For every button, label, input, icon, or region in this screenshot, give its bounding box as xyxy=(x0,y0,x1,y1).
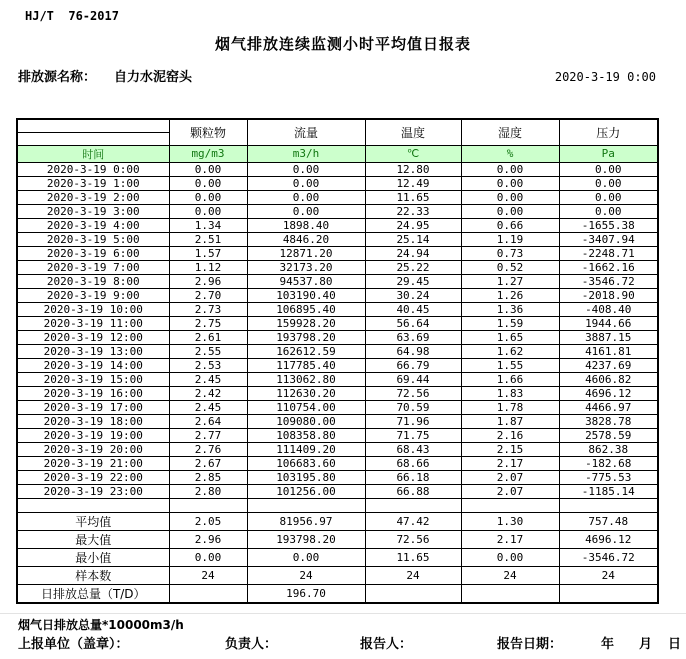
spacer-cell xyxy=(169,498,247,512)
row-value: 4846.20 xyxy=(247,232,365,246)
row-value: 1.36 xyxy=(461,302,559,316)
row-value: 25.14 xyxy=(365,232,461,246)
table-row xyxy=(17,176,658,190)
table-row xyxy=(17,232,658,246)
summary-value: 2.96 xyxy=(169,530,247,548)
table-row xyxy=(17,358,658,372)
row-value: 12.49 xyxy=(365,176,461,190)
row-time: 2020-3-19 8:00 xyxy=(17,274,169,288)
col-header-temperature: 温度 xyxy=(365,119,461,145)
row-time: 2020-3-19 9:00 xyxy=(17,288,169,302)
row-value: -1185.14 xyxy=(559,484,658,498)
row-value: 64.98 xyxy=(365,344,461,358)
summary-label: 日排放总量（T/D） xyxy=(17,584,169,603)
row-time: 2020-3-19 4:00 xyxy=(17,218,169,232)
row-value: 94537.80 xyxy=(247,274,365,288)
standard-code: HJ/T 76-2017 xyxy=(25,9,119,23)
row-value: 30.24 xyxy=(365,288,461,302)
row-time: 2020-3-19 15:00 xyxy=(17,372,169,386)
row-value: 1.62 xyxy=(461,344,559,358)
row-value: 0.00 xyxy=(559,204,658,218)
row-value: 4606.82 xyxy=(559,372,658,386)
row-value: -1662.16 xyxy=(559,260,658,274)
row-value: 0.00 xyxy=(247,176,365,190)
row-value: 12.80 xyxy=(365,162,461,176)
row-value: 2.07 xyxy=(461,470,559,484)
row-value: 32173.20 xyxy=(247,260,365,274)
summary-row xyxy=(17,584,658,603)
row-time: 2020-3-19 10:00 xyxy=(17,302,169,316)
row-value: 66.18 xyxy=(365,470,461,484)
row-value: 22.33 xyxy=(365,204,461,218)
hourly-report-table xyxy=(16,118,659,604)
summary-label: 平均值 xyxy=(17,512,169,530)
col-header-flow: 流量 xyxy=(247,119,365,145)
row-value: 108358.80 xyxy=(247,428,365,442)
row-time: 2020-3-19 2:00 xyxy=(17,190,169,204)
summary-value: 24 xyxy=(247,566,365,584)
summary-value: -3546.72 xyxy=(559,548,658,566)
row-time: 2020-3-19 0:00 xyxy=(17,162,169,176)
row-value: -1655.38 xyxy=(559,218,658,232)
row-value: 4237.69 xyxy=(559,358,658,372)
summary-value xyxy=(365,584,461,603)
summary-value: 0.00 xyxy=(169,548,247,566)
table-row xyxy=(17,204,658,218)
summary-value xyxy=(559,584,658,603)
row-value: 111409.20 xyxy=(247,442,365,456)
table-row xyxy=(17,344,658,358)
table-row xyxy=(17,190,658,204)
row-value: 0.00 xyxy=(461,162,559,176)
table-row xyxy=(17,330,658,344)
summary-label: 最小值 xyxy=(17,548,169,566)
year-label: 年 xyxy=(601,637,615,652)
row-value: 2.15 xyxy=(461,442,559,456)
unit-humidity: % xyxy=(461,145,559,162)
row-value: 0.52 xyxy=(461,260,559,274)
summary-value: 1.30 xyxy=(461,512,559,530)
row-value: 4161.81 xyxy=(559,344,658,358)
row-value: 71.75 xyxy=(365,428,461,442)
table-row xyxy=(17,218,658,232)
summary-row xyxy=(17,530,658,548)
row-value: -408.40 xyxy=(559,302,658,316)
signature-row xyxy=(0,633,686,652)
row-value: 2.42 xyxy=(169,386,247,400)
row-value: 72.56 xyxy=(365,386,461,400)
row-value: 2.55 xyxy=(169,344,247,358)
row-value: 2.80 xyxy=(169,484,247,498)
summary-value xyxy=(461,584,559,603)
row-value: 0.00 xyxy=(461,176,559,190)
row-value: 0.00 xyxy=(461,190,559,204)
table-row xyxy=(17,246,658,260)
row-time: 2020-3-19 5:00 xyxy=(17,232,169,246)
row-time: 2020-3-19 11:00 xyxy=(17,316,169,330)
row-value: 68.43 xyxy=(365,442,461,456)
row-value: 103195.80 xyxy=(247,470,365,484)
row-value: 2.70 xyxy=(169,288,247,302)
flow-total-note: 烟气日排放总量*10000m3/h xyxy=(18,618,184,632)
row-value: 106895.40 xyxy=(247,302,365,316)
row-time: 2020-3-19 21:00 xyxy=(17,456,169,470)
col-header-humidity: 湿度 xyxy=(461,119,559,145)
row-value: 56.64 xyxy=(365,316,461,330)
page-break-line xyxy=(0,613,686,614)
summary-value: 72.56 xyxy=(365,530,461,548)
row-time: 2020-3-19 17:00 xyxy=(17,400,169,414)
data-rows xyxy=(17,162,658,498)
row-value: 0.00 xyxy=(559,190,658,204)
row-time: 2020-3-19 7:00 xyxy=(17,260,169,274)
row-value: 1.19 xyxy=(461,232,559,246)
row-value: 2.16 xyxy=(461,428,559,442)
source-name-group xyxy=(18,66,192,85)
unit-header-row xyxy=(17,145,658,162)
row-value: 0.00 xyxy=(169,176,247,190)
row-time: 2020-3-19 14:00 xyxy=(17,358,169,372)
table-row xyxy=(17,260,658,274)
row-value: 69.44 xyxy=(365,372,461,386)
row-value: 1.83 xyxy=(461,386,559,400)
row-value: -3407.94 xyxy=(559,232,658,246)
row-value: 1.57 xyxy=(169,246,247,260)
summary-value: 2.17 xyxy=(461,530,559,548)
row-value: 0.00 xyxy=(461,204,559,218)
unit-flow: m3/h xyxy=(247,145,365,162)
summary-row xyxy=(17,548,658,566)
row-value: 2.75 xyxy=(169,316,247,330)
table-row xyxy=(17,302,658,316)
row-value: 117785.40 xyxy=(247,358,365,372)
row-value: 2.51 xyxy=(169,232,247,246)
table-row xyxy=(17,288,658,302)
page-title: 烟气排放连续监测小时平均值日报表 xyxy=(214,35,471,53)
day-label: 日 xyxy=(668,637,682,652)
row-value: 4696.12 xyxy=(559,386,658,400)
spacer-row xyxy=(17,498,658,512)
row-value: 103190.40 xyxy=(247,288,365,302)
summary-value: 196.70 xyxy=(247,584,365,603)
row-value: 2.73 xyxy=(169,302,247,316)
row-value: 4466.97 xyxy=(559,400,658,414)
row-value: -3546.72 xyxy=(559,274,658,288)
table-row xyxy=(17,316,658,330)
row-time: 2020-3-19 22:00 xyxy=(17,470,169,484)
row-value: 0.00 xyxy=(559,162,658,176)
row-value: 2.17 xyxy=(461,456,559,470)
row-time: 2020-3-19 23:00 xyxy=(17,484,169,498)
row-value: 1.12 xyxy=(169,260,247,274)
row-value: 71.96 xyxy=(365,414,461,428)
row-value: 0.00 xyxy=(247,204,365,218)
row-value: 25.22 xyxy=(365,260,461,274)
unit-particulate: mg/m3 xyxy=(169,145,247,162)
row-value: 0.00 xyxy=(247,162,365,176)
row-value: 0.00 xyxy=(169,204,247,218)
header-blank-top xyxy=(17,119,169,132)
row-time: 2020-3-19 12:00 xyxy=(17,330,169,344)
summary-value: 24 xyxy=(559,566,658,584)
row-value: 162612.59 xyxy=(247,344,365,358)
row-value: 2.45 xyxy=(169,372,247,386)
month-label: 月 xyxy=(639,637,653,652)
row-value: 1.59 xyxy=(461,316,559,330)
row-value: 1.34 xyxy=(169,218,247,232)
row-value: 1944.66 xyxy=(559,316,658,330)
spacer-cell xyxy=(559,498,658,512)
summary-value: 24 xyxy=(461,566,559,584)
row-value: 29.45 xyxy=(365,274,461,288)
row-time: 2020-3-19 20:00 xyxy=(17,442,169,456)
row-value: 0.00 xyxy=(169,162,247,176)
row-value: 113062.80 xyxy=(247,372,365,386)
col-header-particulate: 颗粒物 xyxy=(169,119,247,145)
summary-value: 4696.12 xyxy=(559,530,658,548)
header-blank-bottom xyxy=(17,132,169,145)
summary-value: 0.00 xyxy=(461,548,559,566)
row-value: 2.53 xyxy=(169,358,247,372)
row-value: 2.67 xyxy=(169,456,247,470)
summary-value: 0.00 xyxy=(247,548,365,566)
summary-value xyxy=(169,584,247,603)
row-value: -182.68 xyxy=(559,456,658,470)
summary-value: 47.42 xyxy=(365,512,461,530)
row-value: 109080.00 xyxy=(247,414,365,428)
row-value: 1.55 xyxy=(461,358,559,372)
row-value: 24.95 xyxy=(365,218,461,232)
row-time: 2020-3-19 18:00 xyxy=(17,414,169,428)
table-row xyxy=(17,162,658,176)
row-value: 1.27 xyxy=(461,274,559,288)
row-value: 2.45 xyxy=(169,400,247,414)
row-value: 862.38 xyxy=(559,442,658,456)
unit-pressure: Pa xyxy=(559,145,658,162)
reporting-unit-label: 上报单位（盖章）： xyxy=(18,637,129,652)
row-value: 101256.00 xyxy=(247,484,365,498)
spacer-cell xyxy=(365,498,461,512)
table-row xyxy=(17,484,658,498)
row-value: 12871.20 xyxy=(247,246,365,260)
time-column-header: 时间 xyxy=(17,145,169,162)
row-value: 70.59 xyxy=(365,400,461,414)
summary-value: 2.05 xyxy=(169,512,247,530)
row-value: 1.65 xyxy=(461,330,559,344)
table-row xyxy=(17,274,658,288)
row-value: 1.78 xyxy=(461,400,559,414)
row-value: 2578.59 xyxy=(559,428,658,442)
row-value: 2.76 xyxy=(169,442,247,456)
row-value: 1.87 xyxy=(461,414,559,428)
row-value: 2.85 xyxy=(169,470,247,484)
row-value: 106683.60 xyxy=(247,456,365,470)
summary-rows xyxy=(17,498,658,603)
row-value: 0.00 xyxy=(169,190,247,204)
row-value: 63.69 xyxy=(365,330,461,344)
row-value: 40.45 xyxy=(365,302,461,316)
row-value: 0.66 xyxy=(461,218,559,232)
source-name-value: 自力水泥窑头 xyxy=(114,70,193,85)
summary-value: 24 xyxy=(169,566,247,584)
table-row xyxy=(17,470,658,484)
row-value: 66.88 xyxy=(365,484,461,498)
row-time: 2020-3-19 19:00 xyxy=(17,428,169,442)
summary-value: 193798.20 xyxy=(247,530,365,548)
report-date-label: 报告日期： xyxy=(497,637,563,652)
row-value: 2.64 xyxy=(169,414,247,428)
row-value: 0.73 xyxy=(461,246,559,260)
row-time: 2020-3-19 1:00 xyxy=(17,176,169,190)
row-time: 2020-3-19 13:00 xyxy=(17,344,169,358)
row-value: 24.94 xyxy=(365,246,461,260)
table-row xyxy=(17,442,658,456)
row-value: 11.65 xyxy=(365,190,461,204)
row-value: 2.96 xyxy=(169,274,247,288)
table-row xyxy=(17,386,658,400)
row-value: 68.66 xyxy=(365,456,461,470)
table-row xyxy=(17,428,658,442)
row-time: 2020-3-19 16:00 xyxy=(17,386,169,400)
source-row xyxy=(18,66,656,85)
report-datetime: 2020-3-19 0:00 xyxy=(554,70,656,84)
table-row xyxy=(17,414,658,428)
row-value: 110754.00 xyxy=(247,400,365,414)
row-value: 3828.78 xyxy=(559,414,658,428)
summary-label: 最大值 xyxy=(17,530,169,548)
summary-value: 24 xyxy=(365,566,461,584)
row-value: 0.00 xyxy=(247,190,365,204)
row-value: 0.00 xyxy=(559,176,658,190)
summary-label: 样本数 xyxy=(17,566,169,584)
row-value: 1898.40 xyxy=(247,218,365,232)
row-value: 193798.20 xyxy=(247,330,365,344)
source-name-label: 排放源名称： xyxy=(18,70,97,85)
row-value: 159928.20 xyxy=(247,316,365,330)
summary-row xyxy=(17,566,658,584)
row-value: -775.53 xyxy=(559,470,658,484)
spacer-cell xyxy=(461,498,559,512)
reporter-label: 报告人： xyxy=(360,637,413,652)
summary-value: 757.48 xyxy=(559,512,658,530)
row-value: 2.07 xyxy=(461,484,559,498)
spacer-cell xyxy=(17,498,169,512)
row-value: 66.79 xyxy=(365,358,461,372)
col-header-pressure: 压力 xyxy=(559,119,658,145)
row-value: 2.77 xyxy=(169,428,247,442)
summary-value: 81956.97 xyxy=(247,512,365,530)
row-value: 3887.15 xyxy=(559,330,658,344)
table-row xyxy=(17,400,658,414)
row-value: -2018.90 xyxy=(559,288,658,302)
row-value: -2248.71 xyxy=(559,246,658,260)
summary-value: 11.65 xyxy=(365,548,461,566)
param-header-row xyxy=(17,119,658,132)
row-time: 2020-3-19 3:00 xyxy=(17,204,169,218)
responsible-person-label: 负责人： xyxy=(225,637,278,652)
table-row xyxy=(17,372,658,386)
row-value: 2.61 xyxy=(169,330,247,344)
table-row xyxy=(17,456,658,470)
summary-row xyxy=(17,512,658,530)
row-time: 2020-3-19 6:00 xyxy=(17,246,169,260)
unit-temperature: ℃ xyxy=(365,145,461,162)
spacer-cell xyxy=(247,498,365,512)
row-value: 1.26 xyxy=(461,288,559,302)
row-value: 112630.20 xyxy=(247,386,365,400)
row-value: 1.66 xyxy=(461,372,559,386)
